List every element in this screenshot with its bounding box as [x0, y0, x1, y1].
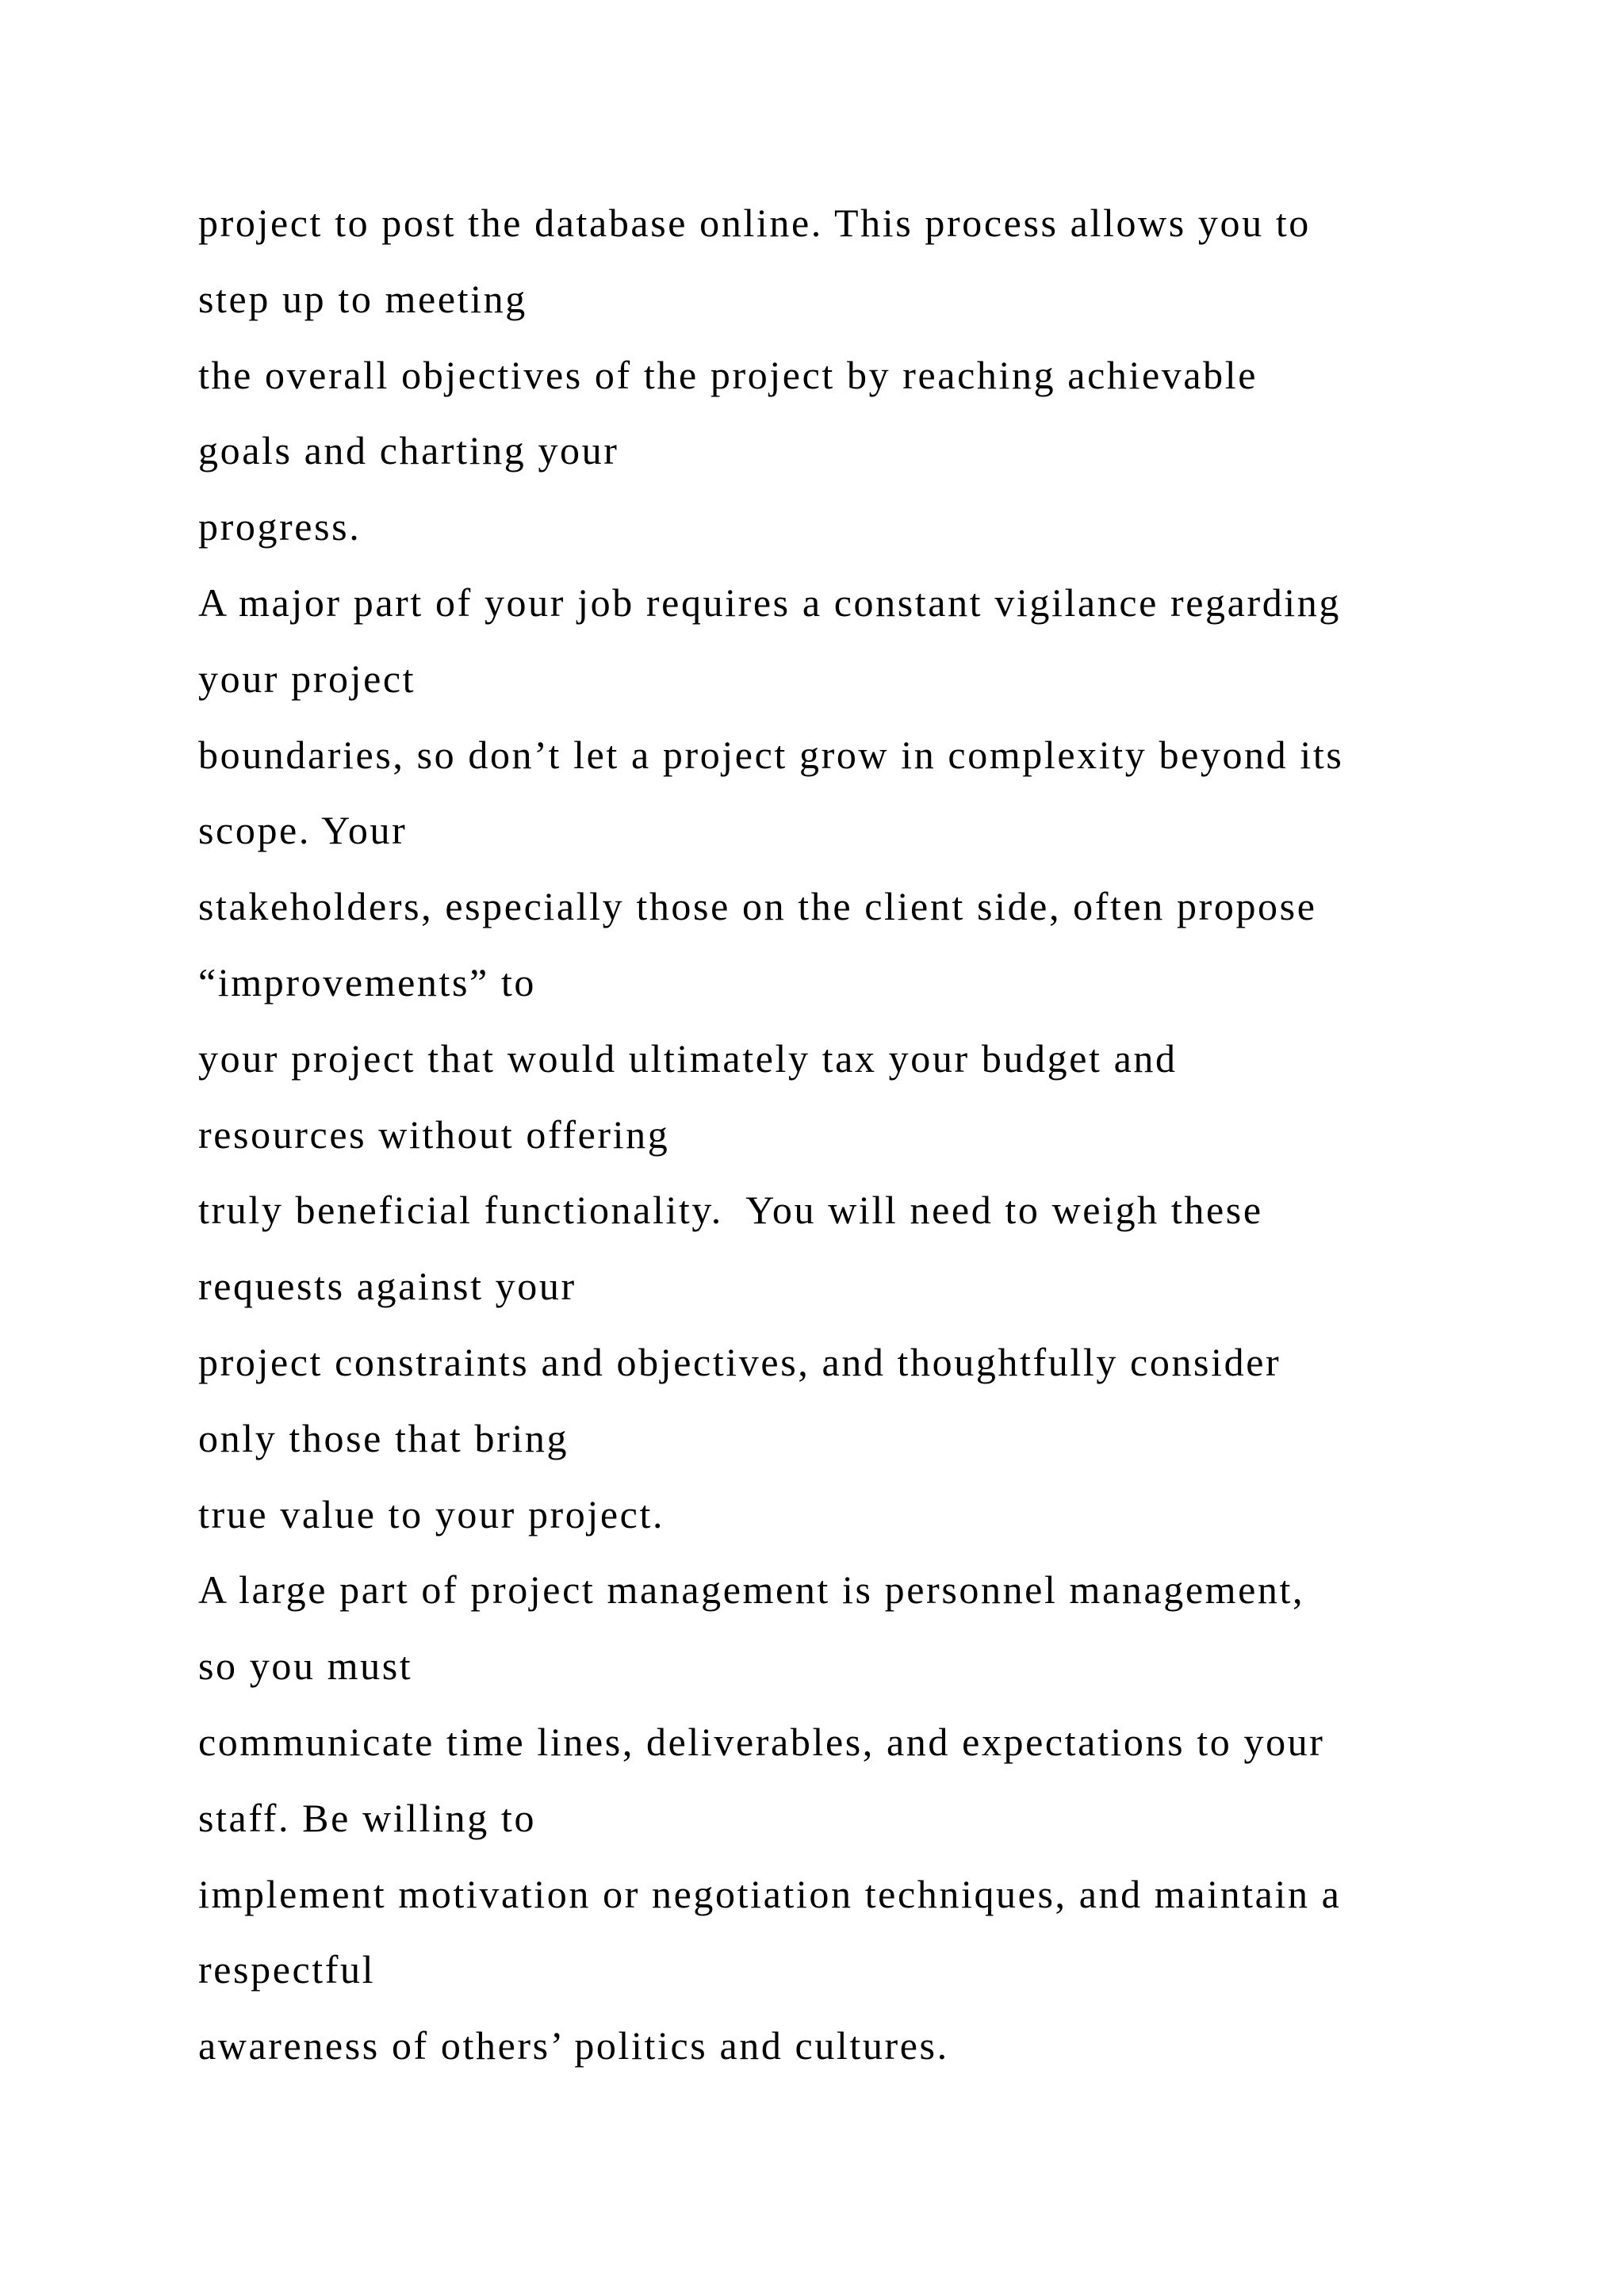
text-line: awareness of others’ politics and cultures. — [198, 2023, 949, 2068]
text-line: project constraints and objectives, and thoughtfully consider — [198, 1339, 1281, 1384]
text-line: stakeholders, especially those on the client side, often propose — [198, 884, 1317, 929]
text-line: staff. Be willing to — [198, 1795, 537, 1840]
text-line: requests against your — [198, 1264, 576, 1309]
text-line: respectful — [198, 1947, 376, 1992]
text-line: implement motivation or negotiation techniques, and maintain a — [198, 1871, 1342, 1916]
text-line: A major part of your job requires a constant vigilance regarding — [198, 580, 1341, 625]
text-line: boundaries, so don’t let a project grow in complexity beyond its — [198, 732, 1344, 777]
body-text — [198, 186, 1594, 2084]
text-line: so you must — [198, 1644, 413, 1689]
text-line: step up to meeting — [198, 276, 527, 321]
text-line: “improvements” to — [198, 959, 537, 1004]
text-line: truly beneficial functionality. You will need to weigh these — [198, 1188, 1263, 1233]
text-line: your project that would ultimately tax your budget and — [198, 1035, 1178, 1081]
text-line: the overall objectives of the project by reaching achievable — [198, 352, 1258, 397]
text-line: A large part of project management is personnel management, — [198, 1567, 1305, 1613]
text-line: only those that bring — [198, 1415, 569, 1460]
text-line: resources without offering — [198, 1112, 670, 1157]
text-line: scope. Your — [198, 808, 408, 853]
text-line: your project — [198, 656, 416, 701]
text-line: progress. — [198, 504, 362, 549]
text-line: communicate time lines, deliverables, and expectations to your — [198, 1719, 1325, 1764]
text-line: goals and charting your — [198, 428, 619, 473]
text-line: true value to your project. — [198, 1491, 665, 1536]
text-line: project to post the database online. This process allows you to — [198, 201, 1311, 245]
